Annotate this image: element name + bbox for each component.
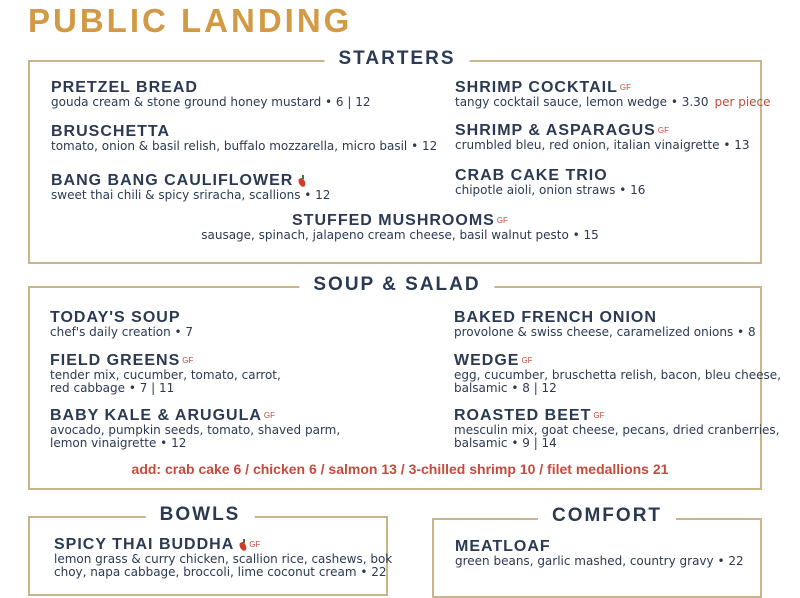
menu-item <box>454 309 756 339</box>
menu-item <box>51 123 437 153</box>
item-desc: chipotle aioli, onion straws • 16 <box>455 183 646 197</box>
gluten-free-badge: GF <box>521 356 533 365</box>
brand-title: PUBLIC LANDING <box>28 2 353 39</box>
item-name-row <box>454 407 780 424</box>
menu-item <box>51 79 370 109</box>
gluten-free-badge: GF <box>657 126 669 135</box>
item-name: BAKED FRENCH ONION <box>454 309 657 326</box>
menu-item <box>51 172 330 202</box>
salad-add-ons: add: crab cake 6 / chicken 6 / salmon 13 / 3-chilled shrimp 10 / filet medallions 21 <box>131 461 669 477</box>
menu-item <box>454 407 780 450</box>
item-desc: tangy cocktail sauce, lemon wedge • 3.30 <box>455 95 709 109</box>
item-desc: gouda cream & stone ground honey mustard • 6 | 12 <box>51 95 371 109</box>
section-title-soup-salad: SOUP & SALAD <box>299 274 494 296</box>
section-title-starters: STARTERS <box>325 48 470 70</box>
item-name-row <box>454 352 781 369</box>
menu-item <box>454 352 781 395</box>
item-desc: green beans, garlic mashed, country gravy • 22 <box>455 554 744 568</box>
item-desc: sweet thai chili & spicy sriracha, scallions • 12 <box>51 188 331 202</box>
item-name: STUFFED MUSHROOMS <box>292 212 495 229</box>
item-name-row <box>50 407 340 424</box>
item-desc-line-2: choy, napa cabbage, broccoli, lime coconut cream • 22 <box>54 565 387 579</box>
gluten-free-badge: GF <box>249 540 261 549</box>
item-desc-line-1: lemon grass & curry chicken, scallion rice, cashews, bok <box>54 552 393 566</box>
menu-item <box>455 538 744 568</box>
chili-pepper-icon <box>239 539 247 550</box>
section-title-bowls: BOWLS <box>146 504 255 526</box>
gluten-free-badge: GF <box>182 356 194 365</box>
item-name-row <box>54 536 392 553</box>
item-name-row <box>51 172 330 189</box>
item-name-row <box>0 212 800 229</box>
item-desc-line-1: egg, cucumber, bruschetta relish, bacon, bleu cheese, <box>454 368 781 382</box>
item-name-row <box>455 79 771 96</box>
item-desc: tomato, onion & basil relish, buffalo mozzarella, micro basil • 12 <box>51 139 438 153</box>
gluten-free-badge: GF <box>496 216 508 225</box>
item-desc-line-1: tender mix, cucumber, tomato, carrot, <box>50 368 281 382</box>
item-name: BRUSCHETTA <box>51 123 171 140</box>
item-name-row <box>455 122 750 139</box>
item-desc-line-2: lemon vinaigrette • 12 <box>50 436 187 450</box>
item-desc-line-2: balsamic • 9 | 14 <box>454 436 557 450</box>
item-name: TODAY'S SOUP <box>50 309 181 326</box>
item-name: BANG BANG CAULIFLOWER <box>51 172 294 189</box>
menu-item <box>54 536 392 579</box>
item-desc-row <box>455 96 771 109</box>
menu-item <box>50 309 193 339</box>
item-name: CRAB CAKE TRIO <box>455 167 608 184</box>
item-desc: chef's daily creation • 7 <box>50 325 194 339</box>
item-desc-line-2: red cabbage • 7 | 11 <box>50 381 175 395</box>
item-desc: crumbled bleu, red onion, italian vinaigrette • 13 <box>455 138 750 152</box>
price-note: per piece <box>714 95 771 109</box>
item-name: SHRIMP & ASPARAGUS <box>455 122 656 139</box>
item-name: MEATLOAF <box>455 538 551 555</box>
item-name: ROASTED BEET <box>454 407 592 424</box>
item-name: FIELD GREENS <box>50 352 181 369</box>
item-name: WEDGE <box>454 352 520 369</box>
menu-item <box>455 122 750 152</box>
item-desc: provolone & swiss cheese, caramelized onions • 8 <box>454 325 756 339</box>
item-desc: sausage, spinach, jalapeno cream cheese, basil walnut pesto • 15 <box>201 228 599 242</box>
item-desc-line-1: mesculin mix, goat cheese, pecans, dried cranberries, <box>454 423 780 437</box>
gluten-free-badge: GF <box>619 83 631 92</box>
menu-item <box>455 79 771 109</box>
item-desc-line-1: avocado, pumpkin seeds, tomato, shaved parm, <box>50 423 341 437</box>
item-name-row <box>50 352 281 369</box>
item-name: BABY KALE & ARUGULA <box>50 407 262 424</box>
menu-item <box>0 212 800 242</box>
menu-item <box>50 407 340 450</box>
item-name: PRETZEL BREAD <box>51 79 198 96</box>
gluten-free-badge: GF <box>593 411 605 420</box>
item-name: SPICY THAI BUDDHA <box>54 536 235 553</box>
chili-pepper-icon <box>298 175 306 186</box>
menu-item <box>50 352 281 395</box>
menu-item <box>455 167 645 197</box>
item-name: SHRIMP COCKTAIL <box>455 79 618 96</box>
item-desc-line-2: balsamic • 8 | 12 <box>454 381 557 395</box>
gluten-free-badge: GF <box>263 411 275 420</box>
section-title-comfort: COMFORT <box>538 505 676 527</box>
